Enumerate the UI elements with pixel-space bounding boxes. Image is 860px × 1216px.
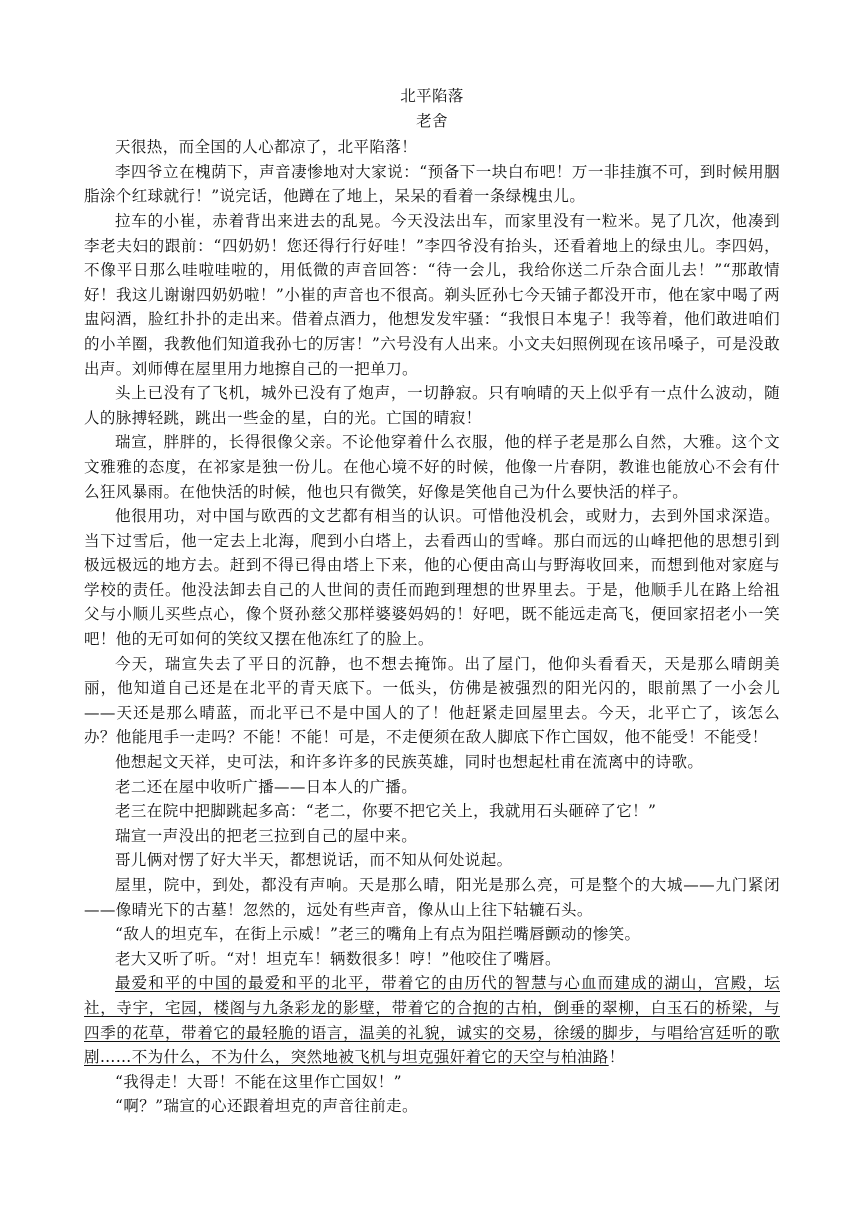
paragraph: 李四爷立在槐荫下，声音凄惨地对大家说：“预备下一块白布吧！万一非挂旗不可，到时候用胭脂涂个红球就行！”说完话，他蹲在了地上，呆呆的看着一条绿槐虫儿。 (84, 162, 780, 206)
paragraph: 屋里，院中，到处，都没有声响。天是那么晴，阳光是那么亮，可是整个的大城——九门紧闭——像晴光下的古墓！忽然的，远处有些声音，像从山上往下轱辘石头。 (84, 876, 780, 919)
paragraph: 天很热，而全国的人心都凉了，北平陷落！ (115, 138, 418, 157)
paragraph: 他想起文天祥，史可法，和许多许多的民族英雄，同时也想起杜甫在流离中的诗歌。 (115, 753, 704, 772)
paragraph: 头上已没有了飞机，城外已没有了炮声，一切静寂。只有响晴的天上似乎有一点什么波动，随人的脉搏轻跳，跳出一些金的星，白的光。亡国的晴寂！ (84, 384, 780, 427)
paragraph: “我得走！大哥！不能在这里作亡国奴！” (115, 1072, 402, 1091)
paragraph: 他很用功，对中国与欧西的文艺都有相当的认识。可惜他没机会，或财力，去到外国求深造。当下过雪后，他一定去上北海，爬到小白塔上，去看西山的雪峰。那白而远的山峰把他的思想引到极远极远的地方去。赶到不得已得由塔上下来，他的心便由高山与野海收回来，而想到他对家庭与学校的责任。他没法卸去自己的人世间的责任而跑到理想的世界里去。于是，他顺手儿在路上给祖父与小顺儿买些点心，像个贤孙慈父那样婆婆妈妈的！好吧，既不能远走高飞，便回家招老小一笑吧！他的无可如何的笑纹又摆在他冻红了的脸上。 (84, 507, 780, 649)
paragraph: 哥儿俩对愣了好大半天，都想说话，而不知从何处说起。 (115, 851, 513, 870)
document-page (84, 84, 780, 1119)
paragraph: 拉车的小崔，赤着背出来进去的乱晃。今天没法出车，而家里没有一粒米。晃了几次，他凑到李老夫妇的跟前：“四奶奶！您还得行行好哇！”李四爷没有抬头，还看着地上的绿虫儿。李四妈，不像平日那么哇啦哇啦的，用低微的声音回答：“待一会儿，我给你送二斤杂合面儿去！”“那敢情好！我这儿谢谢四奶奶啦！”小崔的声音也不很高。剃头匠孙七今天铺子都没开市，他在家中喝了两盅闷酒，脸红扑扑的走出来。借着点酒力，他想发发牢骚：“我恨日本鬼子！我等着，他们敢进咱们的小羊圈，我教他们知道我孙七的厉害！”六号没有人出来。小文夫妇照例现在该吊嗓子，可是没敢出声。刘师傅在屋里用力地擦自己的一把单刀。 (84, 211, 780, 378)
underlined-paragraph (84, 971, 780, 1069)
underlined-text: 最爱和平的中国的最爱和平的北平，带着它的由历代的智慧与心血而建成的湖山，宫殿，坛社，寺宇，宅园，楼阁与九条彩龙的影壁，带着它的合抱的古柏，倒垂的翠柳，白玉石的桥梁，与四季的花草，带着它的最轻脆的语言，温美的礼貌，诚实的交易，徐缓的脚步，与唱给宫廷听的歌剧……不为什么，不为什么，突然地被飞机与坦克强奸着它的天空与柏油路 (84, 974, 780, 1067)
paragraph: 老二还在屋中收听广播——日本人的广播。 (115, 777, 418, 796)
paragraph: 老三在院中把脚跳起多高：“老二，你要不把它关上，我就用石头砸碎了它！” (115, 802, 657, 821)
paragraph: “敌人的坦克车，在街上示威！”老三的嘴角上有点为阻拦嘴唇颤动的惨笑。 (115, 925, 641, 944)
paragraph: 今天，瑞宣失去了平日的沉静，也不想去掩饰。出了屋门，他仰头看看天，天是那么晴朗美丽，他知道自己还是在北平的青天底下。一低头，仿佛是被强烈的阳光闪的，眼前黑了一小会儿——天还是那么晴蓝，而北平已不是中国人的了！他赶紧走回屋里去。今天，北平亡了，该怎么办？他能甩手一走吗？不能！不能！可是，不走便须在敌人脚底下作亡国奴，他不能受！不能受！ (84, 654, 780, 747)
paragraph: 瑞宣，胖胖的，长得很像父亲。不论他穿着什么衣服，他的样子老是那么自然，大雅。这个文文雅雅的态度，在祁家是独一份儿。在他心境不好的时候，他像一片春阴，教谁也能放心不会有什么狂风暴雨。在他快活的时候，他也只有微笑，好像是笑他自己为什么要快活的样子。 (84, 433, 780, 501)
underlined-paragraph-tail: ！ (608, 1048, 625, 1067)
paragraph: 老大又听了听。“对！坦克车！辆数很多！哼！”他咬住了嘴唇。 (115, 949, 561, 968)
document-title: 北平陷落 (400, 87, 464, 105)
paragraph: “啊？”瑞宣的心还跟着坦克的声音往前走。 (115, 1097, 418, 1116)
document-author: 老舍 (416, 111, 448, 130)
paragraph: 瑞宣一声没出的把老三拉到自己的屋中来。 (115, 826, 418, 845)
